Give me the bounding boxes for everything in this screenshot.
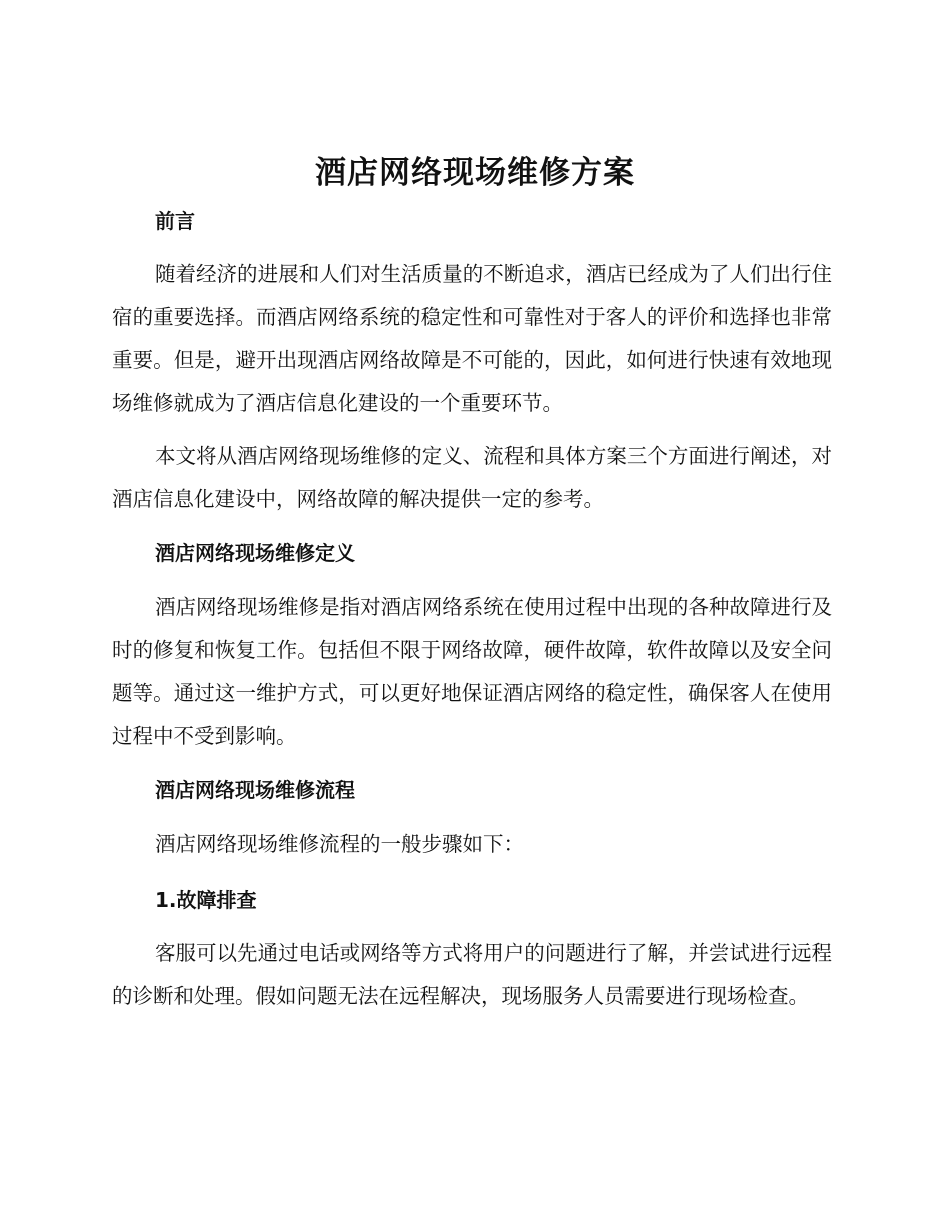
- paragraph-process-intro: 酒店网络现场维修流程的一般步骤如下：: [155, 832, 524, 856]
- subsection-heading-step1: 1.故障排查: [155, 888, 257, 912]
- paragraph-step1-1: 客服可以先通过电话或网络等方式将用户的问题进行了解，并尝试进行远程的诊断和处理。假如问题无法在远程解决，现场服务人员需要进行现场检查。: [112, 941, 832, 1008]
- section-heading-process: 酒店网络现场维修流程: [155, 778, 355, 802]
- paragraph-definition-1: 酒店网络现场维修是指对酒店网络系统在使用过程中出现的各种故障进行及时的修复和恢复工作。包括但不限于网络故障，硬件故障，软件故障以及安全问题等。通过这一维护方式，可以更好地保证酒店网络的稳定性，确保客人在使用过程中不受到影响。: [112, 595, 832, 748]
- paragraph-preface-1: 随着经济的进展和人们对生活质量的不断追求，酒店已经成为了人们出行住宿的重要选择。而酒店网络系统的稳定性和可靠性对于客人的评价和选择也非常重要。但是，避开出现酒店网络故障是不可能的，因此，如何进行快速有效地现场维修就成为了酒店信息化建设的一个重要环节。: [112, 262, 832, 415]
- section-heading-definition: 酒店网络现场维修定义: [155, 541, 355, 565]
- paragraph-preface-2: 本文将从酒店网络现场维修的定义、流程和具体方案三个方面进行阐述，对酒店信息化建设中，网络故障的解决提供一定的参考。: [112, 444, 832, 511]
- document-title: 酒店网络现场维修方案: [315, 155, 635, 191]
- section-heading-preface: 前言: [155, 209, 195, 233]
